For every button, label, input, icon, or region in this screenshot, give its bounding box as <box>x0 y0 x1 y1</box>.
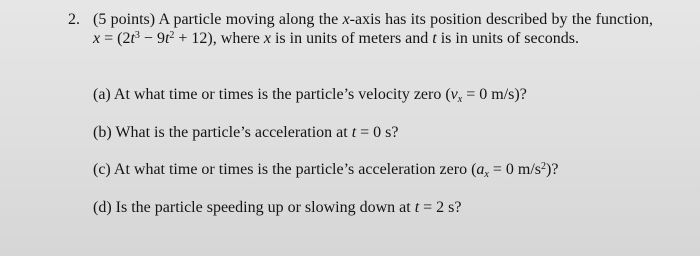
part-a-subscript-text: x <box>457 94 463 105</box>
part-b-equation: = 0 s? <box>356 124 399 141</box>
stem-intro: (5 points) A particle moving along the <box>93 11 343 28</box>
part-c <box>93 161 558 179</box>
part-a <box>93 86 527 104</box>
equation-minus: − 9 <box>139 29 165 47</box>
equation-exponent-1: 3 <box>134 29 140 41</box>
question-stem <box>93 11 653 48</box>
part-d-equation: = 2 s? <box>419 199 462 216</box>
part-c-exponent: 2 <box>541 161 546 172</box>
equation-t1: t <box>130 29 135 47</box>
equation-t2: t <box>164 29 170 47</box>
part-c-variable: a <box>476 161 485 178</box>
part-d-text: Is the particle speeding up or slowing down at <box>111 199 415 216</box>
stem-t-variable: t <box>432 29 437 47</box>
part-c-text: At what time or times is the particle’s acceleration zero ( <box>110 161 477 178</box>
part-d-label: (d) <box>93 199 112 216</box>
part-a-text: At what time or times is the particle’s velocity zero ( <box>110 86 451 103</box>
part-a-equation: = 0 m/s)? <box>462 86 527 103</box>
part-c-close: )? <box>546 161 559 178</box>
stem-after-axis: -axis has its position described by the function, <box>349 11 654 28</box>
part-c-equation: = 0 m/s <box>488 161 541 178</box>
part-d-variable: t <box>414 199 420 216</box>
part-c-subscript-text: x <box>484 169 489 180</box>
part-b-label: (b) <box>93 124 112 141</box>
equation-exponent-2: 2 <box>169 29 175 41</box>
stem-mid: is in units of meters and <box>270 29 433 47</box>
equation-close: + 12), where <box>174 29 264 47</box>
equation-x: x <box>93 29 101 47</box>
part-d <box>93 199 462 217</box>
question-number: 2. <box>68 11 80 28</box>
stem-x-variable: x <box>263 29 271 47</box>
part-a-variable: v <box>450 86 458 103</box>
axis-variable: x <box>342 11 350 28</box>
part-c-label: (c) <box>93 161 111 178</box>
part-b <box>93 124 399 142</box>
part-b-text: What is the particle’s acceleration at <box>111 124 352 141</box>
part-a-label: (a) <box>93 86 111 103</box>
equation-open: = (2 <box>100 29 131 47</box>
part-b-variable: t <box>351 124 357 141</box>
stem-end: is in units of seconds. <box>436 29 579 47</box>
